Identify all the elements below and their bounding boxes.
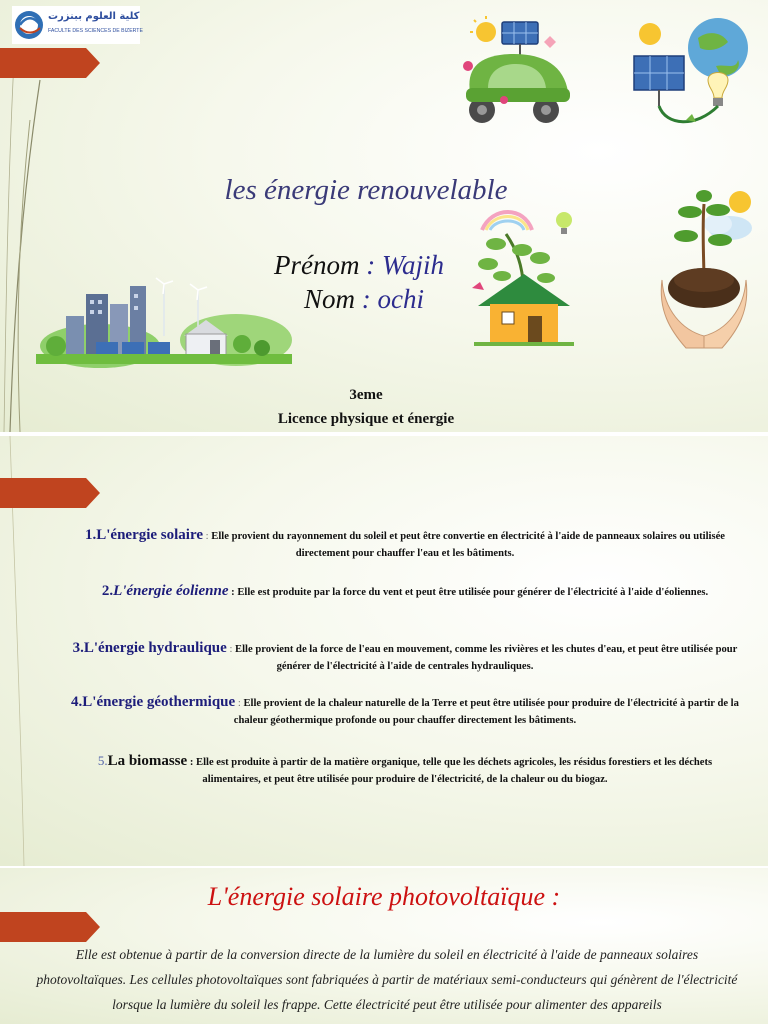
energy-item-separator: : xyxy=(187,757,196,768)
energy-item-number: 2. xyxy=(101,583,114,599)
energy-item-name: L'énergie éolienne xyxy=(113,583,229,599)
logo-french-text: FACULTE DES SCIENCES DE BIZERTE xyxy=(48,28,143,34)
energy-item-name: L'énergie hydraulique xyxy=(83,640,227,656)
nom-separator: : xyxy=(355,284,378,314)
energy-item-text: Elle provient du rayonnement du soleil et peut être convertie en électricité à l'aide de panneaux solaires ou utilisée directement pour chauffer l'eau et les bâtiments. xyxy=(211,531,726,559)
slide-divider xyxy=(0,432,768,435)
nom-label: Nom xyxy=(304,284,356,314)
eco-car-icon xyxy=(452,14,582,130)
energy-item-biomass xyxy=(70,752,740,788)
section-arrow-tab xyxy=(0,48,100,78)
prenom-line xyxy=(274,250,444,281)
section-arrow-tab xyxy=(0,478,100,508)
nom-line xyxy=(304,284,424,315)
energy-item-text: Elle est produite par la force du vent et peut être utilisée pour générer de l'électricité à l'aide d'éoliennes. xyxy=(237,587,709,598)
energy-item-name: La biomasse xyxy=(107,753,188,769)
solar-bulb-earth-icon xyxy=(626,8,756,138)
prenom-value: Wajih xyxy=(381,250,444,280)
energy-item-number: 4. xyxy=(71,694,83,710)
prenom-label: Prénom xyxy=(274,250,360,280)
energy-item-hydro xyxy=(70,640,740,675)
energy-item-solar xyxy=(70,527,740,562)
energy-item-number: 5. xyxy=(97,753,108,768)
city-landscape-illustration xyxy=(36,276,292,368)
presentation-title: les énergie renouvelable xyxy=(224,174,508,206)
pv-section-text: Elle est obtenue à partir de la conversion directe de la lumière du soleil en électricité à l'aide de panneaux solaires photovoltaïques. Les cellules photovoltaïques sont fabriquées à partir de matériaux semi-conducteurs qui génèrent de l'électricité lorsque la lumière du soleil les frappe. Cette électricité peut être utilisée pour alimenter des appareils xyxy=(36,947,738,1012)
energy-item-separator: : xyxy=(226,644,236,655)
logo-arabic-text: كلية العلوم ببنزرت xyxy=(48,11,140,22)
energy-item-text: Elle est produite à partir de la matière organique, telle que les déchets agricoles, les résidus forestiers et les déchets alimentaires, et peut être utilisée pour produire de l'électricité, de la chaleur ou du biogaz. xyxy=(196,757,713,785)
energy-item-separator: : xyxy=(203,531,212,542)
energy-item-wind xyxy=(70,583,740,601)
nom-value: ochi xyxy=(377,284,425,314)
section-arrow-tab xyxy=(0,912,100,942)
energy-item-name: L'énergie solaire xyxy=(96,527,204,543)
prenom-separator: : xyxy=(359,250,382,280)
energy-item-number: 1. xyxy=(84,527,97,543)
program-text: Licence physique et énergie xyxy=(277,411,455,427)
energy-item-text: Elle provient de la force de l'eau en mouvement, comme les rivières et les chutes d'eau, et peut être utilisée pour générer de l'électricité à l'aide de centrales hydrauliques. xyxy=(235,644,738,672)
slide-energy-types xyxy=(0,436,768,866)
eco-house-icon xyxy=(466,204,582,350)
level-text: 3eme xyxy=(349,387,383,403)
slide-title xyxy=(0,0,768,432)
energy-item-name: L'énergie géothermique xyxy=(82,694,236,710)
energy-item-text: Elle provient de la chaleur naturelle de la Terre et peut être utilisée pour produire de l'électricité à partir de la chaleur géothermique profonde ou pour chauffer directement les bâtiments. xyxy=(233,698,739,726)
slide-photovoltaic xyxy=(0,868,768,1024)
hands-plant-icon xyxy=(656,180,760,350)
energy-item-separator: : xyxy=(228,587,238,598)
energy-item-number: 3. xyxy=(72,640,84,656)
pv-section-title: L'énergie solaire photovoltaïque : xyxy=(207,882,561,911)
energy-item-geothermal xyxy=(70,694,740,729)
energy-item-separator: : xyxy=(235,698,244,709)
faculty-logo xyxy=(12,6,143,44)
